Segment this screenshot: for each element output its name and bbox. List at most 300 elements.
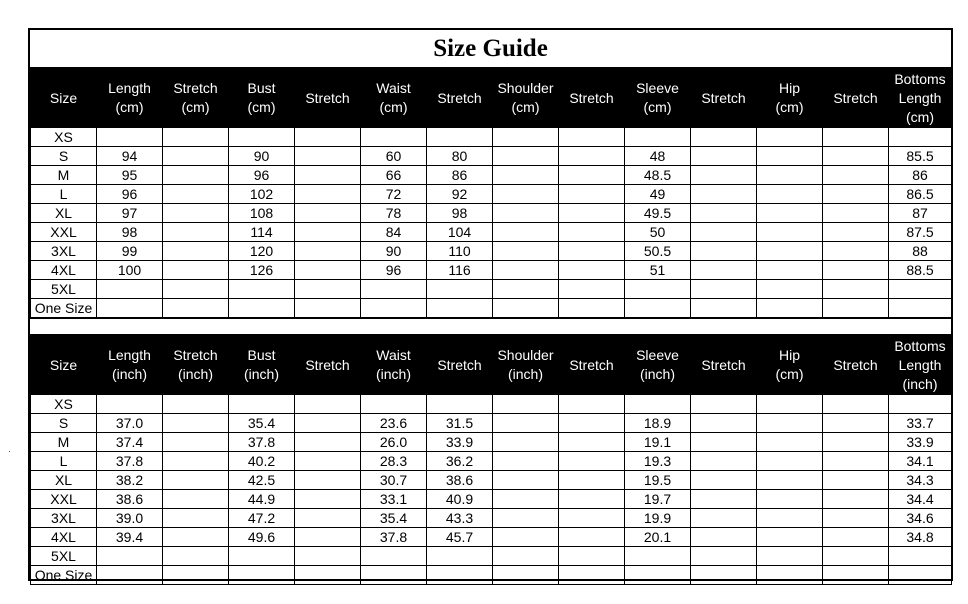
table-cell (163, 528, 229, 547)
column-header (823, 336, 889, 395)
table-cell (559, 566, 625, 585)
table-cell (757, 128, 823, 147)
table-cell: 34.1 (889, 452, 952, 471)
header-line: Stretch (701, 89, 746, 106)
table-cell (97, 566, 163, 585)
header-line: Size (49, 356, 78, 373)
table-cell: 96 (361, 261, 427, 280)
header-line: (cm) (379, 99, 408, 115)
table-cell (823, 147, 889, 166)
table-cell (559, 471, 625, 490)
table-cell (229, 566, 295, 585)
table-cell (757, 528, 823, 547)
table-cell: 33.9 (889, 433, 952, 452)
header-line: Stretch (569, 356, 614, 373)
size-label: 5XL (31, 547, 97, 566)
table-cell (163, 185, 229, 204)
table-cell: 72 (361, 185, 427, 204)
table-cell (691, 528, 757, 547)
table-cell (163, 471, 229, 490)
table-cell (823, 471, 889, 490)
table-cell (559, 261, 625, 280)
header-line: Length (108, 80, 151, 96)
table-cell: 19.9 (625, 509, 691, 528)
table-cell (823, 280, 889, 299)
table-cell: 44.9 (229, 490, 295, 509)
size-label: 5XL (31, 280, 97, 299)
header-line: Shoulder (497, 347, 554, 363)
header-line: Bust (247, 347, 276, 363)
table-cell (427, 299, 493, 318)
table-cell (823, 566, 889, 585)
header-line: Waist (376, 80, 411, 96)
column-header (427, 69, 493, 128)
table-cell: 39.0 (97, 509, 163, 528)
table-cell: 86 (427, 166, 493, 185)
table-cell: 33.7 (889, 414, 952, 433)
column-header (625, 336, 691, 395)
table-cell (889, 566, 952, 585)
size-label: 4XL (31, 261, 97, 280)
table-row (31, 490, 952, 509)
table-cell (493, 166, 559, 185)
column-header (295, 336, 361, 395)
column-header (757, 69, 823, 128)
size-label: L (31, 185, 97, 204)
table-cell: 90 (229, 147, 295, 166)
table-row (31, 204, 952, 223)
table-row (31, 566, 952, 585)
header-line: Waist (376, 347, 411, 363)
header-line: (inch) (902, 375, 938, 392)
table-cell: 23.6 (361, 414, 427, 433)
table-cell (97, 547, 163, 566)
table-cell (493, 414, 559, 433)
header-line: (inch) (243, 366, 279, 382)
table-cell (493, 128, 559, 147)
table-cell (691, 242, 757, 261)
table-cell (427, 128, 493, 147)
table-cell (757, 471, 823, 490)
table-cell (757, 433, 823, 452)
table-cell (559, 299, 625, 318)
table-cell (559, 395, 625, 414)
table-cell (559, 414, 625, 433)
header-line: Stretch (305, 89, 350, 106)
column-header (163, 69, 229, 128)
table-cell (559, 547, 625, 566)
table-cell (295, 128, 361, 147)
column-header (691, 69, 757, 128)
inch-table-container (30, 335, 951, 585)
table-cell: 108 (229, 204, 295, 223)
table-cell: 85.5 (889, 147, 952, 166)
size-label: XXL (31, 223, 97, 242)
table-cell (295, 471, 361, 490)
table-cell (691, 414, 757, 433)
table-cell: 50 (625, 223, 691, 242)
table-cell (625, 299, 691, 318)
column-header (295, 69, 361, 128)
column-header (427, 336, 493, 395)
table-cell (163, 452, 229, 471)
table-cell (691, 566, 757, 585)
table-cell: 38.6 (427, 471, 493, 490)
table-row (31, 147, 952, 166)
table-cell (493, 528, 559, 547)
table-cell (295, 395, 361, 414)
table-cell (625, 547, 691, 566)
header-line: (inch) (111, 366, 147, 382)
table-cell (493, 299, 559, 318)
table-cell: 104 (427, 223, 493, 242)
cm-table-container (30, 68, 951, 318)
table-cell (757, 490, 823, 509)
column-header (229, 336, 295, 395)
table-cell (823, 433, 889, 452)
column-header (559, 336, 625, 395)
table-cell: 31.5 (427, 414, 493, 433)
table-cell: 51 (625, 261, 691, 280)
table-cell (823, 452, 889, 471)
table-cell (691, 147, 757, 166)
table-cell: 19.1 (625, 433, 691, 452)
table-cell: 26.0 (361, 433, 427, 452)
table-cell: 34.8 (889, 528, 952, 547)
table-cell (97, 299, 163, 318)
table-cell (823, 528, 889, 547)
table-cell (295, 223, 361, 242)
table-cell (163, 547, 229, 566)
table-cell: 116 (427, 261, 493, 280)
table-cell (493, 471, 559, 490)
table-cell (823, 204, 889, 223)
table-cell (361, 566, 427, 585)
table-cell: 45.7 (427, 528, 493, 547)
table-cell: 78 (361, 204, 427, 223)
inch-size-table (30, 335, 952, 585)
column-header (889, 336, 952, 395)
table-cell (163, 280, 229, 299)
table-cell (163, 490, 229, 509)
table-cell (559, 166, 625, 185)
table-cell (691, 509, 757, 528)
table-cell (757, 395, 823, 414)
table-cell: 37.8 (361, 528, 427, 547)
column-header (559, 69, 625, 128)
table-cell: 96 (97, 185, 163, 204)
table-cell: 88 (889, 242, 952, 261)
table-cell (559, 280, 625, 299)
size-label: 3XL (31, 242, 97, 261)
table-row (31, 166, 952, 185)
table-cell (559, 242, 625, 261)
table-cell: 49 (625, 185, 691, 204)
header-line: Stretch (173, 347, 218, 363)
table-cell (691, 547, 757, 566)
table-row (31, 414, 952, 433)
table-cell (757, 166, 823, 185)
table-cell: 47.2 (229, 509, 295, 528)
header-line: (cm) (775, 366, 804, 382)
table-cell (757, 147, 823, 166)
table-cell (163, 128, 229, 147)
table-cell (229, 299, 295, 318)
header-line: Stretch (305, 356, 350, 373)
table-cell (295, 166, 361, 185)
table-cell: 38.2 (97, 471, 163, 490)
table-cell (163, 261, 229, 280)
table-cell (229, 280, 295, 299)
table-cell: 50.5 (625, 242, 691, 261)
table-row (31, 547, 952, 566)
table-cell (823, 185, 889, 204)
header-line: Bust (247, 80, 276, 96)
table-cell (559, 204, 625, 223)
size-label: One Size (31, 299, 97, 318)
table-cell: 84 (361, 223, 427, 242)
column-header (757, 336, 823, 395)
header-line: Length (898, 89, 942, 106)
table-cell (559, 147, 625, 166)
table-cell: 33.9 (427, 433, 493, 452)
header-row (31, 336, 952, 395)
column-header (361, 69, 427, 128)
table-cell (691, 490, 757, 509)
table-cell: 34.3 (889, 471, 952, 490)
column-header (889, 69, 952, 128)
table-cell: 18.9 (625, 414, 691, 433)
table-cell: 38.6 (97, 490, 163, 509)
header-line: Stretch (437, 356, 482, 373)
table-cell: 35.4 (361, 509, 427, 528)
column-header (493, 69, 559, 128)
table-cell: 98 (97, 223, 163, 242)
size-guide-frame (28, 28, 953, 581)
table-cell (493, 204, 559, 223)
table-cell: 66 (361, 166, 427, 185)
size-label: M (31, 433, 97, 452)
table-cell (691, 452, 757, 471)
size-label: 4XL (31, 528, 97, 547)
table-cell (163, 566, 229, 585)
header-line: (inch) (375, 366, 411, 382)
header-line: Stretch (173, 80, 218, 96)
table-cell (295, 242, 361, 261)
header-line: Stretch (701, 356, 746, 373)
table-row (31, 433, 952, 452)
table-cell: 49.5 (625, 204, 691, 223)
table-cell: 34.6 (889, 509, 952, 528)
table-cell (493, 490, 559, 509)
table-cell: 33.1 (361, 490, 427, 509)
table-cell (427, 566, 493, 585)
table-cell (229, 128, 295, 147)
table-cell (559, 490, 625, 509)
header-line: Bottoms (894, 70, 946, 87)
table-cell (757, 223, 823, 242)
header-line: Stretch (833, 356, 878, 373)
table-cell (163, 242, 229, 261)
column-header (97, 69, 163, 128)
table-cell (691, 395, 757, 414)
table-cell (559, 509, 625, 528)
table-cell (559, 185, 625, 204)
table-cell: 37.0 (97, 414, 163, 433)
table-cell (493, 185, 559, 204)
table-cell: 49.6 (229, 528, 295, 547)
table-cell (823, 166, 889, 185)
table-cell: 30.7 (361, 471, 427, 490)
table-cell (691, 185, 757, 204)
table-cell: 110 (427, 242, 493, 261)
header-line: Sleeve (636, 80, 679, 96)
table-cell (691, 433, 757, 452)
header-row (31, 69, 952, 128)
table-row (31, 223, 952, 242)
header-line: Stretch (437, 89, 482, 106)
column-header (361, 336, 427, 395)
table-cell (361, 299, 427, 318)
table-cell (163, 414, 229, 433)
table-cell (493, 261, 559, 280)
table-cell: 48.5 (625, 166, 691, 185)
header-line: Stretch (833, 89, 878, 106)
table-separator (30, 318, 951, 335)
table-cell (691, 223, 757, 242)
size-label: L (31, 452, 97, 471)
column-header (97, 336, 163, 395)
table-cell (295, 509, 361, 528)
table-row (31, 509, 952, 528)
table-cell (427, 395, 493, 414)
table-cell: 40.9 (427, 490, 493, 509)
table-cell: 86.5 (889, 185, 952, 204)
table-cell: 36.2 (427, 452, 493, 471)
table-cell (691, 299, 757, 318)
table-cell: 20.1 (625, 528, 691, 547)
table-cell (295, 490, 361, 509)
table-cell (163, 166, 229, 185)
table-cell (559, 452, 625, 471)
table-cell (625, 128, 691, 147)
table-cell (493, 433, 559, 452)
table-cell (97, 280, 163, 299)
table-cell (559, 433, 625, 452)
header-line: (inch) (507, 366, 543, 382)
table-cell (889, 128, 952, 147)
header-line: Length (108, 347, 151, 363)
table-cell (823, 547, 889, 566)
table-cell (625, 566, 691, 585)
table-cell: 43.3 (427, 509, 493, 528)
table-cell: 98 (427, 204, 493, 223)
header-line: (cm) (775, 99, 804, 115)
table-cell (823, 414, 889, 433)
table-cell: 48 (625, 147, 691, 166)
header-line: Sleeve (636, 347, 679, 363)
table-cell (559, 128, 625, 147)
table-row (31, 395, 952, 414)
table-cell (691, 261, 757, 280)
table-cell (493, 242, 559, 261)
table-cell: 37.8 (229, 433, 295, 452)
table-cell (823, 128, 889, 147)
table-cell (295, 299, 361, 318)
size-label: S (31, 147, 97, 166)
size-label: XL (31, 471, 97, 490)
table-cell (757, 509, 823, 528)
table-cell: 42.5 (229, 471, 295, 490)
table-cell (823, 395, 889, 414)
table-cell (625, 395, 691, 414)
table-cell (757, 280, 823, 299)
table-row (31, 528, 952, 547)
table-cell: 87.5 (889, 223, 952, 242)
table-cell (163, 204, 229, 223)
column-header (31, 336, 97, 395)
header-line: (cm) (643, 99, 672, 115)
size-label: M (31, 166, 97, 185)
table-cell: 102 (229, 185, 295, 204)
table-cell (295, 204, 361, 223)
table-cell: 60 (361, 147, 427, 166)
table-cell (295, 185, 361, 204)
table-cell (493, 223, 559, 242)
header-line: Bottoms (894, 337, 946, 354)
table-cell (493, 509, 559, 528)
table-cell: 35.4 (229, 414, 295, 433)
table-cell (493, 566, 559, 585)
header-line: (cm) (906, 108, 934, 125)
table-cell (757, 414, 823, 433)
table-cell: 95 (97, 166, 163, 185)
table-cell: 92 (427, 185, 493, 204)
column-header (625, 69, 691, 128)
table-cell (757, 242, 823, 261)
table-row (31, 261, 952, 280)
table-cell (295, 414, 361, 433)
table-cell: 37.4 (97, 433, 163, 452)
table-cell (493, 147, 559, 166)
table-cell (757, 452, 823, 471)
table-cell (757, 204, 823, 223)
size-label: XS (31, 395, 97, 414)
table-cell (691, 280, 757, 299)
header-line: Stretch (569, 89, 614, 106)
table-cell (493, 547, 559, 566)
table-cell (889, 547, 952, 566)
table-cell: 19.3 (625, 452, 691, 471)
table-cell: 88.5 (889, 261, 952, 280)
header-line: (inch) (639, 366, 675, 382)
table-cell (427, 547, 493, 566)
table-cell (757, 547, 823, 566)
table-cell (691, 471, 757, 490)
table-row (31, 299, 952, 318)
table-cell (757, 261, 823, 280)
header-line: Size (49, 89, 78, 106)
table-cell (625, 280, 691, 299)
table-cell: 114 (229, 223, 295, 242)
table-cell (361, 280, 427, 299)
table-cell (97, 128, 163, 147)
table-cell (295, 452, 361, 471)
table-cell (823, 509, 889, 528)
table-cell (823, 490, 889, 509)
column-header (823, 69, 889, 128)
column-header (163, 336, 229, 395)
